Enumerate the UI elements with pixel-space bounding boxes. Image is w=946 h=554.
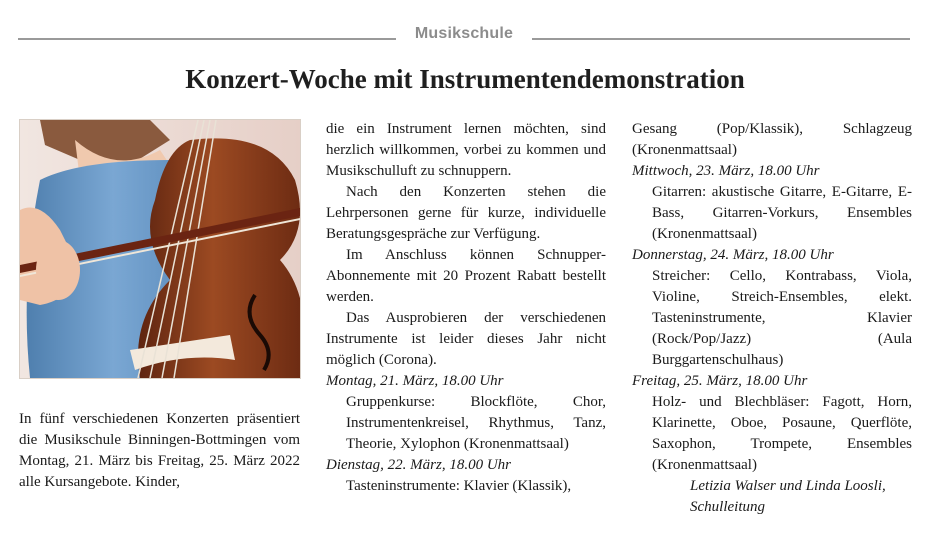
- schedule-date-friday: Freitag, 25. März, 18.00 Uhr: [632, 373, 808, 389]
- article-headline: Konzert-Woche mit Instrumentendemonstration: [185, 64, 745, 94]
- paragraph-corona: Das Ausprobieren der verschiedenen Instrumente ist leider dieses Jahr nicht möglich (Corona).: [326, 310, 606, 368]
- schedule-item-monday: Gruppenkurse: Blockflöte, Chor, Instrumentenkreisel, Rhythmus, Tanz, Theorie, Xylophon (Kronenmattsaal): [346, 394, 606, 452]
- schedule-date-monday: Montag, 21. März, 18.00 Uhr: [326, 373, 504, 389]
- schedule-date-wednesday: Mittwoch, 23. März, 18.00 Uhr: [632, 163, 820, 179]
- section-rubric: [18, 25, 910, 47]
- rubric-label: Musikschule: [414, 25, 514, 42]
- signature-names: Letizia Walser und Linda Loosli,: [690, 478, 886, 494]
- cello-illustration: [20, 120, 300, 378]
- paragraph-welcome: die ein Instrument lernen möchten, sind herzlich willkommen, vorbei zu kommen und Musikschulluft zu schnuppern.: [326, 121, 606, 179]
- column-1: [19, 409, 300, 493]
- cello-player-image: [19, 119, 301, 379]
- schedule-item-friday: Holz- und Blechbläser: Fagott, Horn, Klarinette, Oboe, Posaune, Querflöte, Saxophon, Trompete, Ensembles (Kronenmattsaal): [652, 394, 912, 473]
- intro-paragraph: In fünf verschiedenen Konzerten präsentiert die Musikschule Binningen-Bottmingen vom Montag, 21. März bis Freitag, 25. März 2022 alle Kursangebote. Kinder,: [19, 411, 300, 490]
- schedule-item-tuesday-part2: Gesang (Pop/Klassik), Schlagzeug (Kronenmattsaal): [632, 121, 912, 158]
- schedule-item-thursday: Streicher: Cello, Kontrabass, Viola, Violine, Streich-Ensembles, elekt. Tasteninstrumente, Klavier (Rock/Pop/Jazz) (Aula Burggartenschulhaus): [652, 268, 912, 368]
- signature-role: Schulleitung: [690, 499, 765, 515]
- schedule-item-wednesday: Gitarren: akustische Gitarre, E-Gitarre, E-Bass, Gitarren-Vorkurs, Ensembles (Kronenmattsaal): [652, 184, 912, 242]
- column-3: [632, 119, 912, 518]
- paragraph-subscription: Im Anschluss können Schnupper-Abonnemente mit 20 Prozent Rabatt bestellt werden.: [326, 247, 606, 305]
- paragraph-consultation: Nach den Konzerten stehen die Lehrpersonen gerne für kurze, individuelle Beratungsgespräche zur Verfügung.: [326, 184, 606, 242]
- column-2: [326, 119, 606, 497]
- schedule-date-thursday: Donnerstag, 24. März, 18.00 Uhr: [632, 247, 834, 263]
- rubric-rule-right: [532, 38, 910, 40]
- schedule-date-tuesday: Dienstag, 22. März, 18.00 Uhr: [326, 457, 512, 473]
- schedule-item-tuesday-part1: Tasteninstrumente: Klavier (Klassik),: [346, 478, 572, 494]
- rubric-rule-left: [18, 38, 396, 40]
